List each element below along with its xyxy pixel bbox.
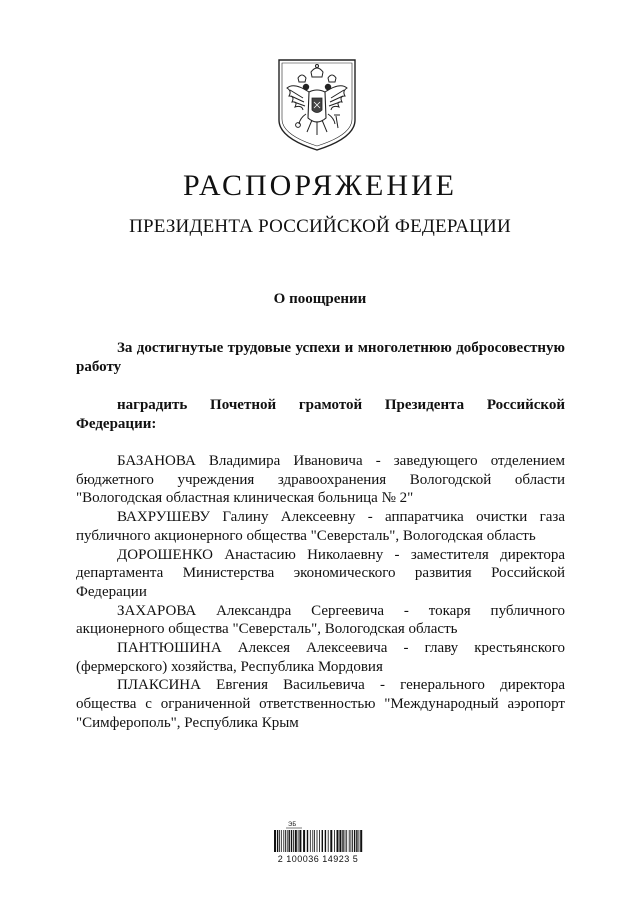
barcode-bar	[289, 830, 290, 852]
barcode-bar	[312, 830, 313, 852]
barcode-bar	[352, 830, 353, 852]
awardee-item: БАЗАНОВА Владимира Ивановича - заведующего отделением бюджетного учреждения здравоохранения Вологодской области "Вологодская областная клиническая больница № 2"	[76, 453, 565, 507]
document-title: РАСПОРЯЖЕНИЕ	[182, 169, 458, 202]
barcode-bar	[283, 830, 284, 852]
barcode-bar	[285, 830, 286, 852]
coat-of-arms-icon	[276, 58, 358, 152]
resolution-paragraph: наградить Почетной грамотой Президента Российской Федерации:	[76, 397, 565, 432]
awardee-item: ПАНТЮШИНА Алексея Алексеевича - главу крестьянского (фермерского) хозяйства, Республика Мордовия	[76, 640, 565, 675]
barcode-bar	[330, 830, 332, 852]
barcode-bar	[277, 830, 278, 852]
barcode-bar	[314, 830, 315, 852]
barcode-bar	[339, 830, 341, 852]
barcode-bar	[351, 830, 352, 852]
barcode-bar	[293, 830, 294, 852]
barcode-bar	[274, 830, 276, 852]
barcode-bar	[349, 830, 350, 852]
barcode-bar	[319, 830, 320, 852]
barcode-bar	[345, 830, 346, 852]
barcode-number: 2 100036 14923 5	[277, 854, 359, 864]
barcode-bar	[322, 830, 323, 852]
barcode-bar	[356, 830, 357, 852]
barcode-bar	[334, 830, 335, 852]
barcode-bar	[299, 830, 301, 852]
awardee-item: ДОРОШЕНКО Анастасию Николаевну - заместителя директора департамента Министерства экономического развития Российской Федерации	[76, 546, 565, 600]
awardee-item: ЗАХАРОВА Александра Сергеевича - токаря публичного акционерного общества "Северсталь", Вологодская область	[76, 602, 565, 638]
barcode-bar	[346, 830, 347, 852]
awardee-item: ПЛАКСИНА Евгения Васильевича - генерального директора общества с ограниченной ответственностью "Международный аэропорт "Симферополь", Республика Крым	[76, 677, 565, 731]
barcode-bar	[317, 830, 318, 852]
barcode-bar	[342, 830, 343, 852]
barcode-stamp-text: ЭБ	[288, 822, 297, 828]
motive-paragraph: За достигнутые трудовые успехи и многолетнюю добросовестную работу	[76, 340, 565, 375]
barcode-bar	[307, 830, 308, 852]
barcode-bar	[281, 830, 282, 852]
barcode-bar	[328, 830, 329, 852]
document-issuer: ПРЕЗИДЕНТА РОССИЙСКОЙ ФЕДЕРАЦИИ	[129, 216, 511, 237]
barcode-bar	[279, 830, 280, 852]
barcode-bar	[287, 830, 288, 852]
barcode-bar	[359, 830, 360, 852]
barcode-bar	[354, 830, 355, 852]
awardee-item: ВАХРУШЕВУ Галину Алексеевну - аппаратчика очистки газа публичного акционерного общества "Северсталь", Вологодская область	[76, 509, 565, 544]
barcode-bar	[337, 830, 339, 852]
barcode-bar	[291, 830, 292, 852]
barcode-bar	[298, 830, 299, 852]
barcode-bar	[325, 830, 326, 852]
barcode-bar	[295, 830, 297, 852]
document-subject: О поощрении	[273, 291, 367, 307]
awardee-list	[76, 452, 565, 733]
barcode-bar	[310, 830, 311, 852]
barcode-bar	[360, 830, 362, 852]
barcode-bar	[303, 830, 305, 852]
